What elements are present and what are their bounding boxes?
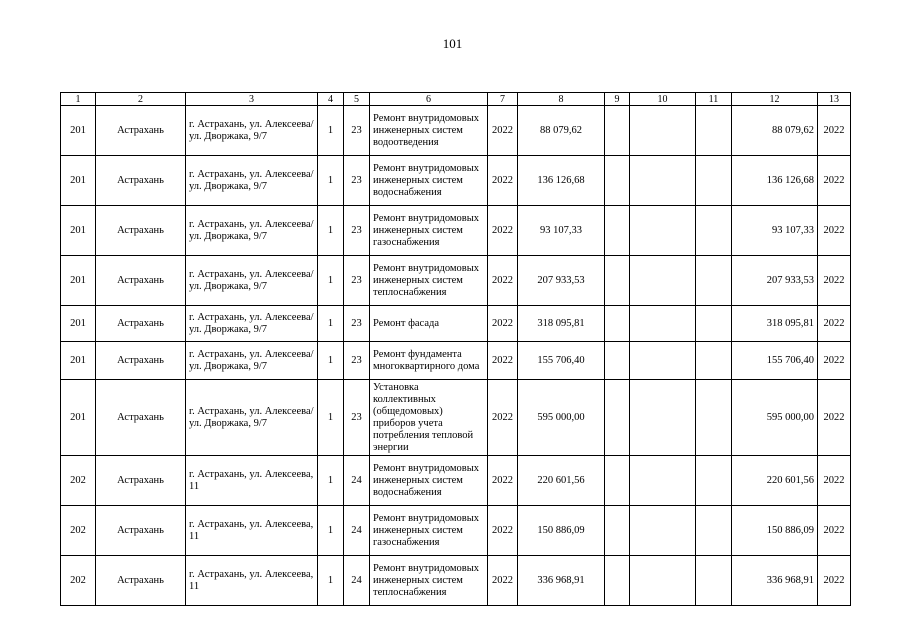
column-4-cell: 1 [318,342,344,380]
city-cell: Астрахань [96,156,186,206]
column-12-cell: 595 000,00 [732,380,818,456]
completion-year-cell: 2022 [818,306,851,342]
column-header: 13 [818,93,851,106]
address-cell: г. Астрахань, ул. Алексеева/ ул. Дворжака, 9/7 [186,342,318,380]
column-11-cell [696,342,732,380]
total-cost-cell: 595 000,00 [518,380,605,456]
column-9-cell [605,342,630,380]
column-10-cell [630,506,696,556]
work-type-cell: Ремонт внутридомовых инженерных систем водоснабжения [370,156,488,206]
year-cell: 2022 [488,506,518,556]
column-header: 7 [488,93,518,106]
column-header: 12 [732,93,818,106]
work-type-cell: Установка коллективных (общедомовых) приборов учета потребления тепловой энергии [370,380,488,456]
column-12-cell: 155 706,40 [732,342,818,380]
city-cell: Астрахань [96,206,186,256]
work-type-cell: Ремонт внутридомовых инженерных систем теплоснабжения [370,256,488,306]
row-number-cell: 201 [61,156,96,206]
column-12-cell: 318 095,81 [732,306,818,342]
table-row [61,556,851,606]
table-row [61,306,851,342]
works-table [60,92,851,606]
year-cell: 2022 [488,206,518,256]
total-cost-cell: 207 933,53 [518,256,605,306]
completion-year-cell: 2022 [818,556,851,606]
column-4-cell: 1 [318,506,344,556]
column-9-cell [605,106,630,156]
work-type-cell: Ремонт фундамента многоквартирного дома [370,342,488,380]
address-cell: г. Астрахань, ул. Алексеева, 11 [186,506,318,556]
row-number-cell: 201 [61,380,96,456]
total-cost-cell: 336 968,91 [518,556,605,606]
work-type-cell: Ремонт фасада [370,306,488,342]
work-type-cell: Ремонт внутридомовых инженерных систем газоснабжения [370,506,488,556]
column-4-cell: 1 [318,106,344,156]
year-cell: 2022 [488,556,518,606]
address-cell: г. Астрахань, ул. Алексеева/ ул. Дворжака, 9/7 [186,206,318,256]
page-number: 101 [442,36,463,51]
total-cost-cell: 93 107,33 [518,206,605,256]
completion-year-cell: 2022 [818,342,851,380]
column-10-cell [630,106,696,156]
city-cell: Астрахань [96,306,186,342]
row-number-cell: 202 [61,556,96,606]
column-5-cell: 23 [344,380,370,456]
column-header: 3 [186,93,318,106]
column-5-cell: 23 [344,306,370,342]
column-4-cell: 1 [318,156,344,206]
city-cell: Астрахань [96,556,186,606]
column-11-cell [696,306,732,342]
address-cell: г. Астрахань, ул. Алексеева, 11 [186,456,318,506]
completion-year-cell: 2022 [818,380,851,456]
column-9-cell [605,206,630,256]
column-11-cell [696,206,732,256]
total-cost-cell: 150 886,09 [518,506,605,556]
year-cell: 2022 [488,106,518,156]
completion-year-cell: 2022 [818,506,851,556]
row-number-cell: 202 [61,456,96,506]
column-10-cell [630,380,696,456]
column-4-cell: 1 [318,306,344,342]
column-11-cell [696,380,732,456]
column-4-cell: 1 [318,380,344,456]
column-9-cell [605,556,630,606]
column-10-cell [630,206,696,256]
total-cost-cell: 136 126,68 [518,156,605,206]
work-type-cell: Ремонт внутридомовых инженерных систем теплоснабжения [370,556,488,606]
city-cell: Астрахань [96,456,186,506]
column-header: 1 [61,93,96,106]
completion-year-cell: 2022 [818,456,851,506]
row-number-cell: 202 [61,506,96,556]
completion-year-cell: 2022 [818,156,851,206]
column-9-cell [605,306,630,342]
work-type-cell: Ремонт внутридомовых инженерных систем водоснабжения [370,456,488,506]
table-row [61,256,851,306]
year-cell: 2022 [488,156,518,206]
table-row [61,342,851,380]
column-5-cell: 24 [344,556,370,606]
total-cost-cell: 88 079,62 [518,106,605,156]
row-number-cell: 201 [61,256,96,306]
year-cell: 2022 [488,256,518,306]
city-cell: Астрахань [96,256,186,306]
column-10-cell [630,256,696,306]
column-4-cell: 1 [318,256,344,306]
column-header: 9 [605,93,630,106]
column-11-cell [696,256,732,306]
column-10-cell [630,456,696,506]
column-9-cell [605,256,630,306]
column-10-cell [630,556,696,606]
column-4-cell: 1 [318,456,344,506]
column-12-cell: 220 601,56 [732,456,818,506]
column-number-row [61,93,851,106]
column-12-cell: 88 079,62 [732,106,818,156]
column-header: 10 [630,93,696,106]
table-row [61,506,851,556]
column-12-cell: 93 107,33 [732,206,818,256]
column-11-cell [696,456,732,506]
city-cell: Астрахань [96,506,186,556]
column-10-cell [630,342,696,380]
city-cell: Астрахань [96,106,186,156]
column-5-cell: 23 [344,342,370,380]
column-11-cell [696,556,732,606]
column-12-cell: 336 968,91 [732,556,818,606]
year-cell: 2022 [488,342,518,380]
column-9-cell [605,156,630,206]
work-type-cell: Ремонт внутридомовых инженерных систем водоотведения [370,106,488,156]
total-cost-cell: 155 706,40 [518,342,605,380]
row-number-cell: 201 [61,106,96,156]
work-type-cell: Ремонт внутридомовых инженерных систем газоснабжения [370,206,488,256]
city-cell: Астрахань [96,380,186,456]
table-row [61,206,851,256]
year-cell: 2022 [488,380,518,456]
table-row [61,380,851,456]
table-body [61,106,851,606]
address-cell: г. Астрахань, ул. Алексеева/ ул. Дворжака, 9/7 [186,256,318,306]
column-header: 8 [518,93,605,106]
row-number-cell: 201 [61,342,96,380]
column-11-cell [696,156,732,206]
table-row [61,456,851,506]
column-5-cell: 23 [344,156,370,206]
column-10-cell [630,156,696,206]
column-9-cell [605,456,630,506]
column-11-cell [696,106,732,156]
column-header: 2 [96,93,186,106]
address-cell: г. Астрахань, ул. Алексеева/ ул. Дворжака, 9/7 [186,156,318,206]
address-cell: г. Астрахань, ул. Алексеева/ ул. Дворжака, 9/7 [186,306,318,342]
column-5-cell: 23 [344,256,370,306]
address-cell: г. Астрахань, ул. Алексеева/ ул. Дворжака, 9/7 [186,380,318,456]
column-12-cell: 150 886,09 [732,506,818,556]
completion-year-cell: 2022 [818,106,851,156]
table-row [61,106,851,156]
column-10-cell [630,306,696,342]
column-12-cell: 207 933,53 [732,256,818,306]
column-11-cell [696,506,732,556]
row-number-cell: 201 [61,206,96,256]
completion-year-cell: 2022 [818,256,851,306]
column-4-cell: 1 [318,556,344,606]
city-cell: Астрахань [96,342,186,380]
table-row [61,156,851,206]
total-cost-cell: 220 601,56 [518,456,605,506]
completion-year-cell: 2022 [818,206,851,256]
column-5-cell: 24 [344,456,370,506]
address-cell: г. Астрахань, ул. Алексеева/ ул. Дворжака, 9/7 [186,106,318,156]
column-header: 4 [318,93,344,106]
column-5-cell: 23 [344,106,370,156]
year-cell: 2022 [488,306,518,342]
column-12-cell: 136 126,68 [732,156,818,206]
total-cost-cell: 318 095,81 [518,306,605,342]
column-5-cell: 23 [344,206,370,256]
row-number-cell: 201 [61,306,96,342]
column-header: 5 [344,93,370,106]
column-header: 11 [696,93,732,106]
column-9-cell [605,506,630,556]
year-cell: 2022 [488,456,518,506]
column-header: 6 [370,93,488,106]
column-4-cell: 1 [318,206,344,256]
address-cell: г. Астрахань, ул. Алексеева, 11 [186,556,318,606]
column-9-cell [605,380,630,456]
column-5-cell: 24 [344,506,370,556]
